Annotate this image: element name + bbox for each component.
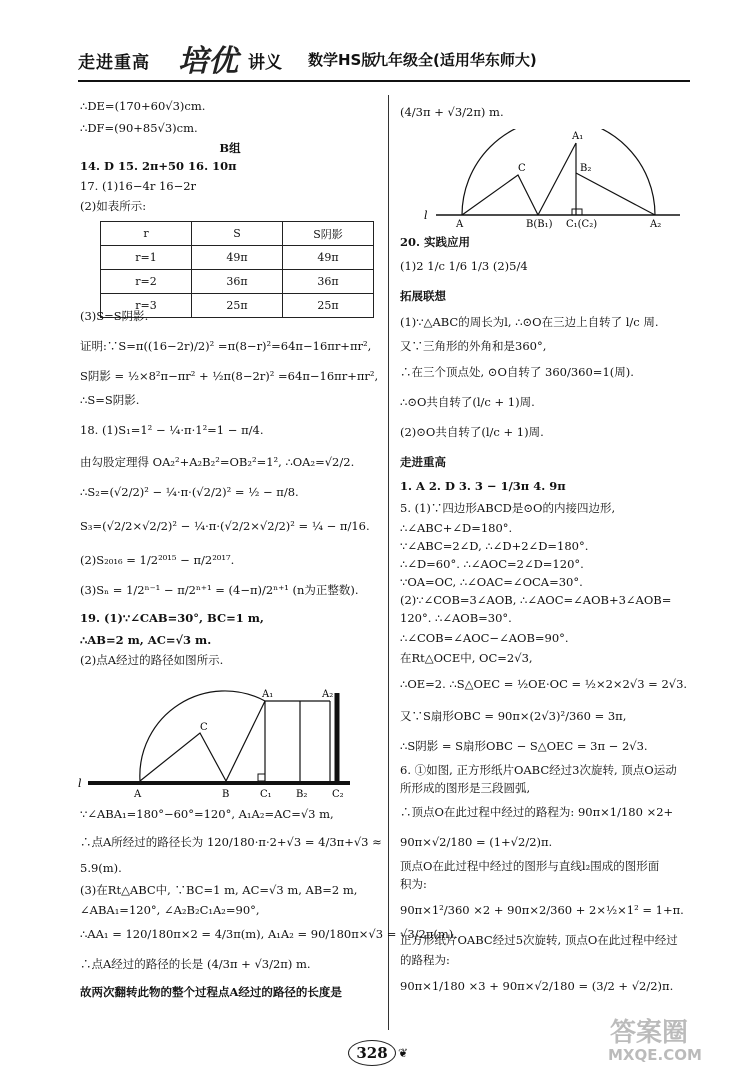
figure-label: A₂	[322, 689, 334, 700]
text-line: (4/3π + √3/2π) m.	[400, 105, 504, 119]
table-header: S阴影	[283, 222, 374, 246]
text-line: (2)S₂₀₁₆ = 1/2²⁰¹⁵ − π/2²⁰¹⁷.	[80, 553, 235, 567]
text-line: ∵∠ABC=2∠D, ∴∠D+2∠D=180°.	[400, 539, 589, 553]
text-line: 90π×√2/180 = (1+√2/2)π.	[400, 835, 553, 849]
text-line: 正方形纸片OABC经过5次旋转, 顶点O在此过程中经过	[400, 933, 678, 947]
subject-title: 数学HS版	[308, 51, 377, 69]
figure-label: A₁	[572, 131, 584, 142]
table-header: S	[192, 222, 283, 246]
text-line: (2)点A经过的路径如图所示.	[80, 653, 224, 667]
figure-label: B	[222, 789, 230, 800]
table-header: r	[101, 222, 192, 246]
brand-title: 走进重高	[78, 53, 150, 73]
figure-label: B₂	[580, 163, 592, 174]
figure-label: A₂	[650, 219, 662, 229]
section-heading: 拓展联想	[400, 289, 446, 303]
text-line: 的路程为:	[400, 953, 450, 967]
series-title: 讲义	[248, 53, 282, 73]
text-line: ∴∠COB=∠AOC−∠AOB=90°.	[400, 631, 569, 645]
text-line: (3)S=S阴影.	[80, 309, 149, 323]
text-line: ∴顶点O在此过程中经过的路程为: 90π×1/180 ×2+	[400, 805, 674, 819]
watermark: 答案圈	[610, 1018, 689, 1048]
text-line: ∴AB=2 m, AC=√3 m.	[80, 633, 212, 647]
rotation-figure	[70, 683, 360, 803]
text-line: 19. (1)∵∠CAB=30°, BC=1 m,	[80, 611, 264, 625]
text-line: ∠ABA₁=120°, ∠A₂B₂C₁A₂=90°,	[80, 903, 260, 917]
rotation-figure-2	[420, 129, 690, 229]
table-cell: 36π	[192, 270, 283, 294]
text-line: ∴DF=(90+85√3)cm.	[80, 121, 198, 135]
text-line: 证明:∵S=π((16−2r)/2)² =π(8−r)²=64π−16πr+πr²,	[80, 339, 372, 353]
ornament-icon: ❦	[398, 1046, 409, 1060]
watermark-url: MXQE.COM	[608, 1046, 702, 1064]
text-line: 又∵三角形的外角和是360°,	[400, 339, 547, 353]
section-heading: B组	[219, 141, 241, 155]
figure-label: l	[78, 777, 82, 790]
table-cell: r=2	[101, 270, 192, 294]
figure-label: C₁(C₂)	[566, 219, 598, 229]
text-line: 故两次翻转此物的整个过程点A经过的路径的长度是	[80, 985, 342, 999]
text-line: ∴S₂=(√2/2)² − ¼·π·(√2/2)² = ½ − π/8.	[80, 485, 299, 499]
text-line: 14. D 15. 2π+50 16. 10π	[80, 159, 237, 173]
text-line: 又∵S扇形OBC = 90π×(2√3)²/360 = 3π,	[400, 709, 627, 723]
table-row	[101, 246, 374, 270]
text-line: ∴点A所经过的路径长为 120/180·π·2+√3 = 4/3π+√3 ≈	[80, 835, 382, 849]
text-line: 由勾股定理得 OA₂²+A₂B₂²=OB₂²=1², ∴OA₂=√2/2.	[80, 455, 355, 469]
text-line: (2)如表所示:	[80, 199, 147, 213]
text-line: (3)在Rt△ABC中, ∵BC=1 m, AC=√3 m, AB=2 m,	[80, 883, 358, 897]
text-line: 90π×1²/360 ×2 + 90π×2/360 + 2×½×1² = 1+π.	[400, 903, 684, 917]
text-line: (1)2 1/c 1/6 1/3 (2)5/4	[400, 259, 528, 273]
figure-label: C	[518, 163, 526, 174]
figure-label: A₁	[262, 689, 274, 700]
figure-label: B(B₁)	[526, 219, 553, 229]
grade-title: 九年级全(适用华东师大)	[373, 51, 537, 69]
table-cell: 25π	[192, 294, 283, 318]
text-line: S阴影 = ½×8²π−πr² + ½π(8−2r)² =64π−16πr+πr²,	[80, 369, 379, 383]
figure-label: l	[424, 209, 428, 222]
page-number: 328	[348, 1040, 396, 1066]
text-line: 120°. ∴∠AOB=30°.	[400, 611, 512, 625]
header-rule	[78, 80, 690, 82]
section-heading: 20. 实践应用	[400, 235, 471, 249]
text-line: (2)⊙O共自转了(l/c + 1)周.	[400, 425, 544, 439]
page-header	[78, 42, 690, 79]
text-line: 顶点O在此过程中经过的图形与直线l₂围成的图形面	[400, 859, 660, 873]
text-line: ∴AA₁ = 120/180π×2 = 4/3π(m), A₁A₂ = 90/180π×√3 = √3/2π(m),	[80, 927, 457, 941]
text-line: ∵∠ABA₁=180°−60°=120°, A₁A₂=AC=√3 m,	[80, 807, 334, 821]
table-cell: 49π	[192, 246, 283, 270]
text-line: ∴S阴影 = S扇形OBC − S△OEC = 3π − 2√3.	[400, 739, 648, 753]
text-line: 17. (1)16−4r 16−2r	[80, 179, 197, 193]
text-line: 所形成的图形是三段圆弧,	[400, 781, 531, 795]
text-line: ∴OE=2. ∴S△OEC = ½OE·OC = ½×2×2√3 = 2√3.	[400, 677, 688, 691]
text-line: 90π×1/180 ×3 + 90π×√2/180 = (3/2 + √2/2)π.	[400, 979, 674, 993]
text-line: ∵OA=OC, ∴∠OAC=∠OCA=30°.	[400, 575, 583, 589]
figure-label: A	[134, 789, 142, 800]
text-line: 在Rt△OCE中, OC=2√3,	[400, 651, 533, 665]
figure-label: C₁	[260, 789, 272, 800]
text-line: ∴在三个顶点处, ⊙O自转了 360/360=1(周).	[400, 365, 634, 379]
table-cell: 36π	[283, 270, 374, 294]
text-line: 1. A 2. D 3. 3 − 1/3π 4. 9π	[400, 479, 566, 493]
text-line: ∴DE=(170+60√3)cm.	[80, 99, 206, 113]
section-heading: 走进重高	[400, 455, 446, 469]
table-row	[101, 270, 374, 294]
text-line: 6. ①如图, 正方形纸片OABC经过3次旋转, 顶点O运动	[400, 763, 677, 777]
column-divider	[388, 95, 389, 1030]
text-line: (2)∵∠COB=3∠AOB, ∴∠AOC=∠AOB+3∠AOB=	[400, 593, 672, 607]
table-cell: 25π	[283, 294, 374, 318]
text-line: 5.9(m).	[80, 861, 122, 875]
table-cell: 49π	[283, 246, 374, 270]
text-line: ∴⊙O共自转了(l/c + 1)周.	[400, 395, 535, 409]
text-line: (3)Sₙ = 1/2ⁿ⁻¹ − π/2ⁿ⁺¹ = (4−π)/2ⁿ⁺¹ (n为正整数).	[80, 583, 359, 597]
table-cell: r=1	[101, 246, 192, 270]
text-line: ∴∠D=60°. ∴∠AOC=2∠D=120°.	[400, 557, 584, 571]
data-table	[100, 221, 374, 318]
text-line: ∴∠ABC+∠D=180°.	[400, 521, 513, 535]
text-line: 积为:	[400, 877, 427, 891]
text-line: 5. (1)∵四边形ABCD是⊙O的内接四边形,	[400, 501, 616, 515]
table-header-row	[101, 222, 374, 246]
text-line: 18. (1)S₁=1² − ¼·π·1²=1 − π/4.	[80, 423, 264, 437]
figure-label: C₂	[332, 789, 344, 800]
logo-text: 培优	[178, 44, 238, 79]
figure-label: B₂	[296, 789, 308, 800]
text-line: ∴点A经过的路径的长是 (4/3π + √3/2π) m.	[80, 957, 311, 971]
text-line: S₃=(√2/2×√2/2)² − ¼·π·(√2/2×√2/2)² = ¼ − π/16.	[80, 519, 370, 533]
table-cell: r=3	[101, 294, 192, 318]
figure-label: C	[200, 722, 208, 733]
text-line: (1)∵△ABC的周长为l, ∴⊙O在三边上自转了 l/c 周.	[400, 315, 659, 329]
figure-label: A	[456, 219, 464, 229]
text-line: ∴S=S阴影.	[80, 393, 140, 407]
